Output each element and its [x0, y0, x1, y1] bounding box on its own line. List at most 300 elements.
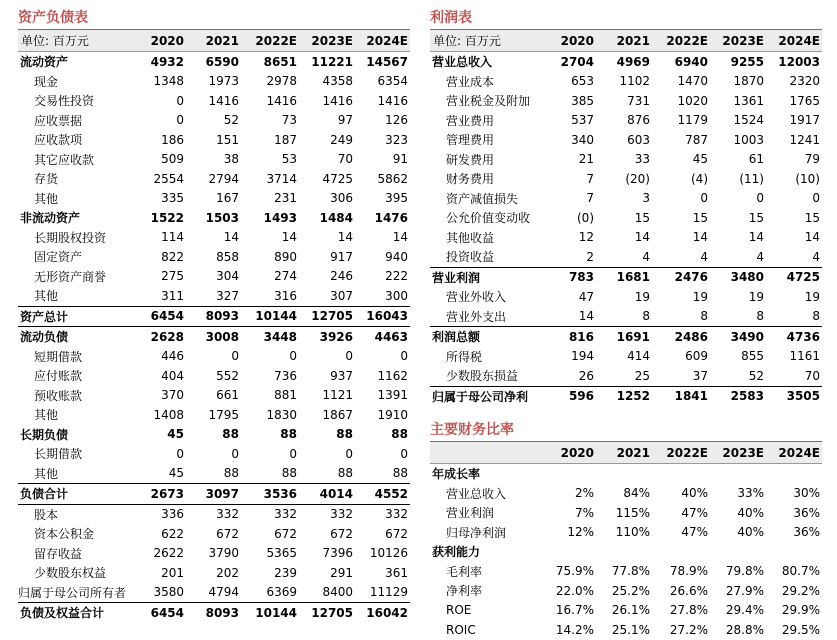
value-cell: 1484 — [319, 210, 353, 225]
value-cell: 29.5% — [781, 622, 820, 637]
row-label: ROIC — [446, 622, 476, 637]
value-cell — [652, 464, 710, 484]
value-cell: 1493 — [263, 210, 297, 225]
value-cell: 4 — [812, 249, 820, 264]
row-label: 固定资产 — [34, 250, 83, 265]
value-cell: 8400 — [322, 585, 353, 600]
balance-sheet-panel — [18, 6, 410, 623]
value-cell: 151 — [216, 132, 239, 147]
value-cell: 2476 — [652, 267, 710, 287]
value-cell: 194 — [571, 349, 594, 364]
value-cell: 446 — [161, 349, 184, 364]
value-cell: 361 — [385, 565, 408, 580]
year-header: 2020 — [548, 442, 596, 464]
value-cell: 509 — [161, 152, 184, 167]
value-cell: 16.7% — [555, 603, 594, 618]
value-cell: 187 — [274, 132, 297, 147]
value-cell: (0) — [577, 210, 594, 225]
value-cell: 88 — [280, 427, 297, 442]
value-cell: 0 — [812, 191, 820, 206]
value-cell: 1470 — [677, 74, 708, 89]
value-cell: 855 — [741, 349, 764, 364]
value-cell: 0 — [176, 113, 184, 128]
value-cell: 332 — [241, 504, 299, 524]
row-label: 利润总额 — [430, 327, 548, 347]
year-header: 2021 — [186, 30, 241, 52]
value-cell: 47% — [681, 525, 708, 540]
value-cell: 11129 — [369, 585, 408, 600]
table-row — [430, 484, 822, 504]
value-cell: 2628 — [136, 327, 186, 347]
value-cell — [548, 542, 596, 562]
value-cell: 26 — [578, 368, 594, 383]
value-cell: 890 — [274, 249, 297, 264]
value-cell: 1416 — [322, 93, 353, 108]
value-cell: 88 — [392, 466, 408, 481]
year-header: 2024E — [766, 30, 822, 52]
value-cell: 385 — [571, 93, 594, 108]
value-cell: 1241 — [789, 132, 820, 147]
value-cell: 3926 — [299, 327, 355, 347]
value-cell: 2622 — [153, 546, 184, 561]
table-row — [18, 484, 410, 505]
ratios-header-blank — [430, 442, 548, 464]
row-label: 营业成本 — [446, 74, 495, 89]
value-cell: 300 — [385, 288, 408, 303]
value-cell: 1476 — [374, 210, 408, 225]
table-row — [18, 130, 410, 150]
value-cell: 316 — [274, 288, 297, 303]
value-cell: 1391 — [377, 388, 408, 403]
value-cell — [710, 464, 766, 484]
value-cell: 858 — [216, 249, 239, 264]
value-cell: 14.2% — [555, 622, 594, 637]
value-cell: 7% — [574, 505, 594, 520]
value-cell: 1416 — [377, 93, 408, 108]
value-cell: 783 — [548, 267, 596, 287]
table-row — [430, 307, 822, 327]
value-cell: 3097 — [186, 484, 241, 505]
value-cell: 9255 — [730, 54, 764, 69]
value-cell: 609 — [685, 349, 708, 364]
year-header: 2020 — [136, 30, 186, 52]
value-cell: 1691 — [596, 327, 652, 347]
value-cell: 14 — [223, 230, 239, 245]
value-cell: 672 — [385, 526, 408, 541]
value-cell: 3448 — [241, 327, 299, 347]
table-row — [430, 150, 822, 170]
value-cell: (4) — [691, 171, 708, 186]
value-cell: 79 — [804, 152, 820, 167]
value-cell: 0 — [289, 349, 297, 364]
value-cell: 327 — [216, 288, 239, 303]
value-cell: 370 — [161, 388, 184, 403]
value-cell: 19 — [634, 289, 650, 304]
value-cell: 4358 — [322, 74, 353, 89]
row-label: 所得税 — [446, 349, 483, 364]
row-label: 少数股东权益 — [34, 566, 107, 581]
row-label: 财务费用 — [446, 172, 495, 187]
table-row — [18, 366, 410, 386]
value-cell: 8651 — [263, 54, 297, 69]
value-cell: 2673 — [136, 484, 186, 505]
year-header: 2022E — [241, 30, 299, 52]
year-header: 2024E — [355, 30, 410, 52]
value-cell: 45 — [167, 427, 184, 442]
table-row — [430, 347, 822, 367]
value-cell: 11221 — [311, 54, 353, 69]
value-cell: 88 — [337, 466, 353, 481]
row-label: 留存收益 — [34, 546, 83, 561]
value-cell: 33% — [737, 486, 764, 501]
value-cell: 7 — [586, 171, 594, 186]
value-cell: 6354 — [377, 74, 408, 89]
table-row — [430, 542, 822, 562]
table-row — [430, 386, 822, 406]
value-cell: 40% — [737, 505, 764, 520]
value-cell: 19 — [748, 289, 764, 304]
row-label: 资产总计 — [18, 306, 136, 327]
value-cell — [548, 464, 596, 484]
value-cell: 653 — [571, 74, 594, 89]
value-cell: 6940 — [674, 54, 708, 69]
ratios-title: 主要财务比率 — [430, 418, 822, 442]
value-cell: 8093 — [186, 306, 241, 327]
value-cell: 4794 — [208, 585, 239, 600]
value-cell: 4 — [756, 249, 764, 264]
row-label: 长期负债 — [20, 427, 69, 442]
table-row — [18, 563, 410, 583]
value-cell: 4932 — [150, 54, 184, 69]
value-cell: 78.9% — [669, 564, 708, 579]
table-row — [18, 150, 410, 170]
value-cell: 0 — [231, 349, 239, 364]
value-cell — [596, 542, 652, 562]
value-cell: 14 — [692, 230, 708, 245]
value-cell: 47 — [578, 289, 594, 304]
value-cell: 53 — [281, 152, 297, 167]
row-label: 投资收益 — [446, 250, 495, 265]
value-cell: 340 — [571, 132, 594, 147]
value-cell: 21 — [578, 152, 594, 167]
value-cell: 47% — [681, 505, 708, 520]
row-label: 流动负债 — [18, 327, 136, 347]
value-cell: 1361 — [733, 93, 764, 108]
table-row — [18, 347, 410, 367]
year-header: 2021 — [596, 442, 652, 464]
value-cell: (11) — [739, 171, 764, 186]
row-label: 其它应收款 — [34, 152, 95, 167]
table-row — [430, 111, 822, 131]
value-cell: 1524 — [733, 113, 764, 128]
value-cell: 332 — [186, 504, 241, 524]
table-row — [18, 327, 410, 347]
value-cell: 307 — [330, 288, 353, 303]
value-cell: 1161 — [789, 349, 820, 364]
value-cell: 622 — [161, 526, 184, 541]
value-cell: 1408 — [153, 407, 184, 422]
value-cell: 1867 — [322, 407, 353, 422]
table-row — [18, 111, 410, 131]
unit-label: 单位: 百万元 — [18, 30, 136, 52]
row-label: 研发费用 — [446, 152, 495, 167]
value-cell: 1121 — [322, 388, 353, 403]
value-cell: 25.2% — [611, 583, 650, 598]
income-statement-panel — [430, 6, 822, 406]
value-cell: 52 — [223, 113, 239, 128]
value-cell: 937 — [330, 368, 353, 383]
value-cell: 4969 — [616, 54, 650, 69]
value-cell: 36% — [793, 505, 820, 520]
value-cell: 15 — [748, 210, 764, 225]
table-row — [18, 444, 410, 464]
table-row — [430, 581, 822, 601]
value-cell: 14 — [748, 230, 764, 245]
value-cell: (10) — [795, 171, 820, 186]
value-cell: 1162 — [377, 368, 408, 383]
value-cell: 1522 — [150, 210, 184, 225]
value-cell: 26.1% — [611, 603, 650, 618]
value-cell: 881 — [274, 388, 297, 403]
value-cell: 97 — [337, 113, 353, 128]
value-cell: 1973 — [208, 74, 239, 89]
table-row — [18, 386, 410, 406]
row-label: 其他 — [34, 289, 59, 304]
table-row — [430, 130, 822, 150]
value-cell: 84% — [623, 486, 650, 501]
value-cell: 8 — [812, 309, 820, 324]
value-cell: 73 — [281, 113, 297, 128]
value-cell: 28.8% — [725, 622, 764, 637]
value-cell: (20) — [625, 171, 650, 186]
table-row — [18, 267, 410, 287]
value-cell: 14 — [337, 230, 353, 245]
value-cell: 14 — [804, 230, 820, 245]
row-label: 应收票据 — [34, 113, 83, 128]
value-cell: 14 — [392, 230, 408, 245]
value-cell: 335 — [161, 191, 184, 206]
row-label: 营业费用 — [446, 113, 495, 128]
value-cell: 27.9% — [725, 583, 764, 598]
value-cell: 395 — [385, 191, 408, 206]
value-cell: 12% — [567, 525, 594, 540]
year-header: 2023E — [299, 30, 355, 52]
row-label: 应付账款 — [34, 369, 83, 384]
year-header: 2022E — [652, 442, 710, 464]
table-row — [18, 603, 410, 623]
table-row — [430, 247, 822, 267]
value-cell: 1179 — [677, 113, 708, 128]
value-cell: 0 — [289, 446, 297, 461]
value-cell: 88 — [281, 466, 297, 481]
value-cell: 0 — [176, 446, 184, 461]
row-label: 短期借款 — [34, 349, 83, 364]
value-cell: 8 — [700, 309, 708, 324]
value-cell: 246 — [330, 269, 353, 284]
value-cell: 45 — [168, 466, 184, 481]
value-cell: 29.2% — [781, 583, 820, 598]
value-cell: 1348 — [153, 74, 184, 89]
row-label: 营业利润 — [446, 506, 495, 521]
value-cell: 45 — [692, 152, 708, 167]
value-cell: 2794 — [208, 171, 239, 186]
value-cell: 75.9% — [555, 564, 594, 579]
row-label: 净利率 — [446, 584, 483, 599]
value-cell: 731 — [627, 93, 650, 108]
value-cell: 239 — [274, 565, 297, 580]
table-row — [430, 523, 822, 543]
value-cell: 38 — [223, 152, 239, 167]
table-row — [430, 287, 822, 307]
value-cell: 8 — [642, 309, 650, 324]
value-cell: 15 — [804, 210, 820, 225]
value-cell: 40% — [681, 486, 708, 501]
value-cell: 672 — [330, 526, 353, 541]
value-cell: 7 — [586, 191, 594, 206]
value-cell: 29.9% — [781, 603, 820, 618]
value-cell: 4552 — [355, 484, 410, 505]
value-cell: 274 — [274, 269, 297, 284]
value-cell: 8093 — [186, 603, 241, 623]
value-cell: 4736 — [766, 327, 822, 347]
value-cell: 15 — [634, 210, 650, 225]
value-cell: 4463 — [355, 327, 410, 347]
value-cell: 876 — [627, 113, 650, 128]
table-row — [430, 620, 822, 640]
value-cell: 1020 — [677, 93, 708, 108]
value-cell: 537 — [571, 113, 594, 128]
table-row — [18, 169, 410, 189]
value-cell: 1917 — [789, 113, 820, 128]
value-cell — [710, 542, 766, 562]
value-cell: 16042 — [355, 603, 410, 623]
value-cell: 2583 — [710, 386, 766, 406]
value-cell: 404 — [161, 368, 184, 383]
value-cell: 1765 — [789, 93, 820, 108]
value-cell: 0 — [231, 446, 239, 461]
value-cell: 52 — [748, 368, 764, 383]
table-row — [430, 601, 822, 621]
value-cell: 0 — [400, 446, 408, 461]
value-cell: 0 — [400, 349, 408, 364]
row-label: 公允价值变动收 — [446, 211, 531, 226]
row-label: 非流动资产 — [20, 211, 81, 226]
row-label: 无形资产商誉 — [34, 269, 107, 284]
value-cell: 736 — [274, 368, 297, 383]
value-cell: 1102 — [619, 74, 650, 89]
row-label: 负债及权益合计 — [18, 603, 136, 623]
row-label: 营业税金及附加 — [446, 94, 531, 109]
row-label: 存货 — [34, 172, 59, 187]
table-row — [18, 504, 410, 524]
value-cell: 1416 — [208, 93, 239, 108]
value-cell: 8 — [756, 309, 764, 324]
year-header: 2024E — [766, 442, 822, 464]
row-label: 交易性投资 — [34, 94, 95, 109]
value-cell: 33 — [634, 152, 650, 167]
row-label: 营业利润 — [430, 267, 548, 287]
value-cell: 336 — [136, 504, 186, 524]
value-cell: 16043 — [355, 306, 410, 327]
value-cell: 275 — [161, 269, 184, 284]
table-row — [18, 524, 410, 544]
value-cell: 222 — [385, 269, 408, 284]
income-header-row — [430, 30, 822, 52]
value-cell: 201 — [161, 565, 184, 580]
value-cell: 88 — [336, 427, 353, 442]
value-cell: 4725 — [322, 171, 353, 186]
table-row — [18, 306, 410, 327]
table-row — [430, 208, 822, 228]
income-statement-table — [430, 30, 822, 406]
row-label: 资产减值损失 — [446, 191, 519, 206]
value-cell: 2320 — [789, 74, 820, 89]
value-cell: 323 — [385, 132, 408, 147]
value-cell: 231 — [274, 191, 297, 206]
value-cell: 3536 — [241, 484, 299, 505]
table-row — [18, 72, 410, 92]
value-cell: 5862 — [377, 171, 408, 186]
value-cell: 7396 — [322, 546, 353, 561]
value-cell: 77.8% — [611, 564, 650, 579]
value-cell — [766, 542, 822, 562]
row-label: 归属于母公司净利 — [430, 386, 548, 406]
value-cell: 4 — [700, 249, 708, 264]
value-cell: 114 — [161, 230, 184, 245]
value-cell: 3714 — [266, 171, 297, 186]
table-row — [430, 169, 822, 189]
value-cell: 1503 — [205, 210, 239, 225]
value-cell: 304 — [216, 269, 239, 284]
table-row — [18, 464, 410, 484]
value-cell: 26.6% — [669, 583, 708, 598]
row-label: 少数股东损益 — [446, 369, 519, 384]
value-cell: 14 — [281, 230, 297, 245]
table-row — [18, 228, 410, 248]
value-cell: 672 — [274, 526, 297, 541]
value-cell: 27.8% — [669, 603, 708, 618]
value-cell: 3480 — [710, 267, 766, 287]
value-cell: 14567 — [366, 54, 408, 69]
row-label: 其他 — [34, 408, 59, 423]
year-header: 2020 — [548, 30, 596, 52]
table-row — [430, 52, 822, 72]
value-cell: 414 — [627, 349, 650, 364]
value-cell: 12003 — [778, 54, 820, 69]
value-cell: 25 — [634, 368, 650, 383]
value-cell: 88 — [391, 427, 408, 442]
value-cell: 22.0% — [555, 583, 594, 598]
table-row — [430, 366, 822, 386]
value-cell: 661 — [216, 388, 239, 403]
value-cell: 2486 — [652, 327, 710, 347]
value-cell: 27.2% — [669, 622, 708, 637]
value-cell: 1416 — [266, 93, 297, 108]
value-cell: 115% — [615, 505, 650, 520]
value-cell: 787 — [685, 132, 708, 147]
value-cell: 37 — [692, 368, 708, 383]
value-cell: 6454 — [136, 306, 186, 327]
table-row — [430, 503, 822, 523]
table-row — [430, 189, 822, 209]
value-cell: 12 — [578, 230, 594, 245]
row-label: 股本 — [18, 504, 136, 524]
value-cell: 30% — [793, 486, 820, 501]
row-label: 负债合计 — [18, 484, 136, 505]
value-cell: 672 — [216, 526, 239, 541]
ratios-header-row — [430, 442, 822, 464]
value-cell: 14 — [578, 309, 594, 324]
